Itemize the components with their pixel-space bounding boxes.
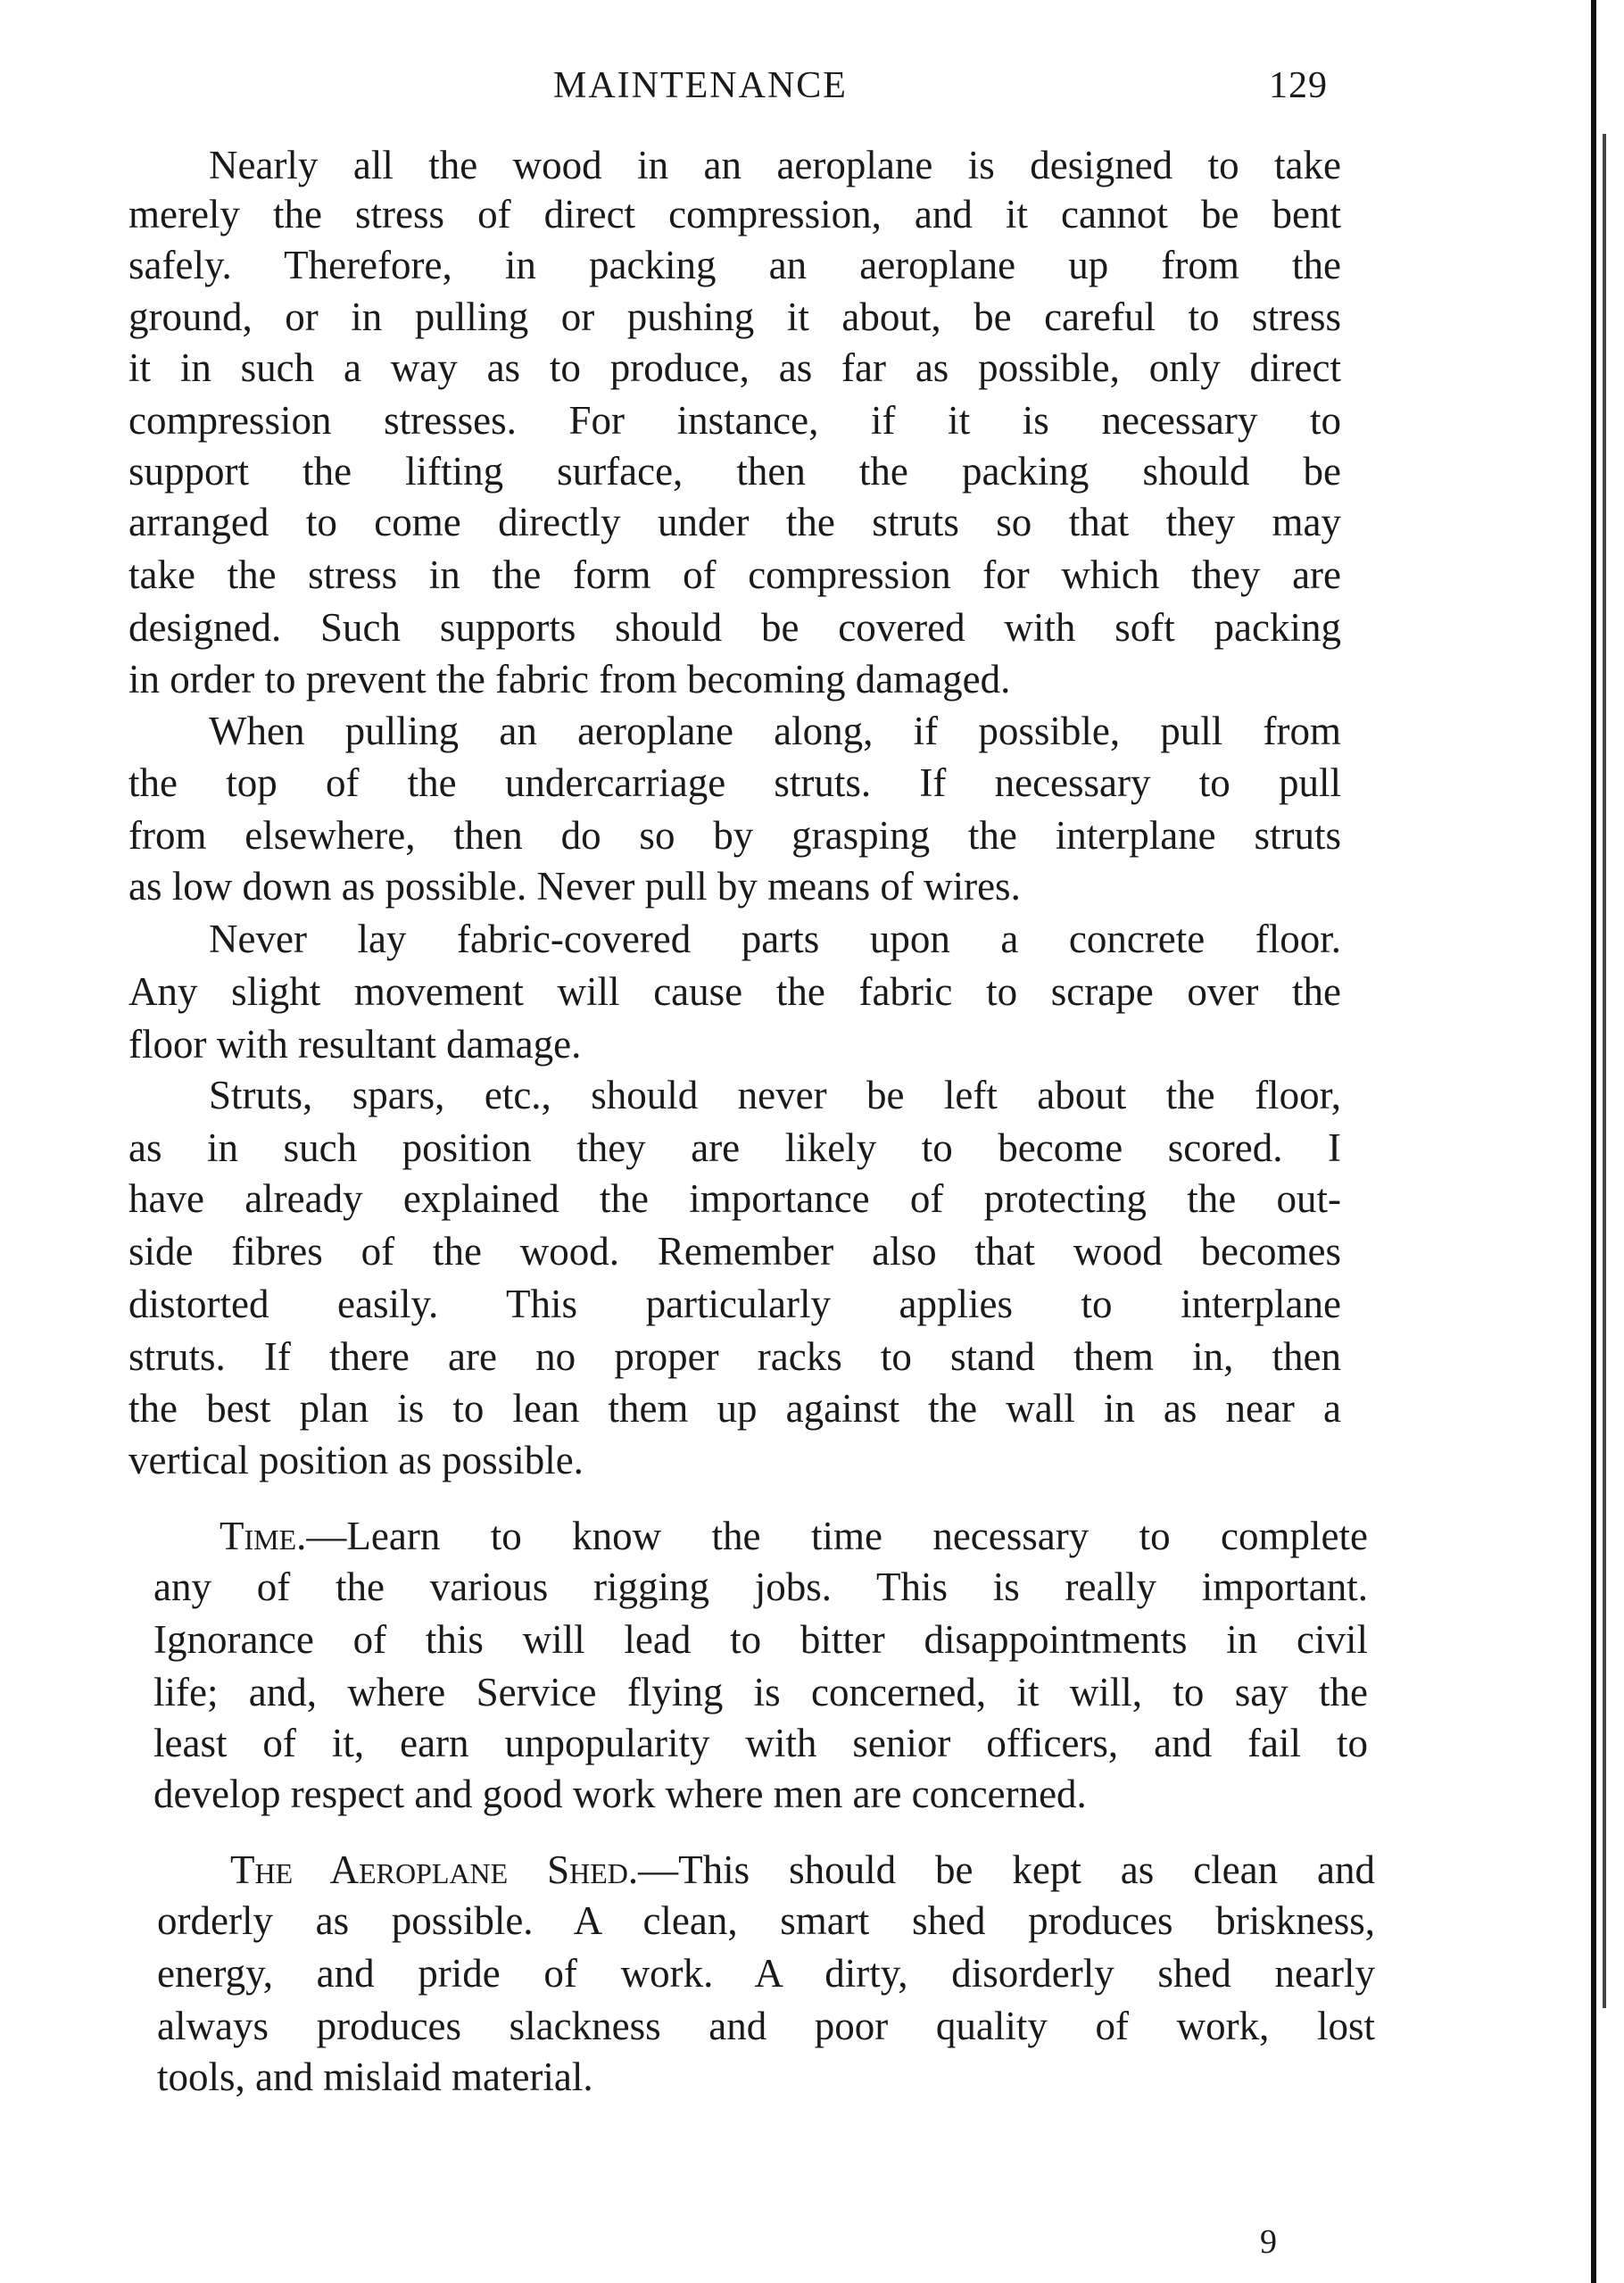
line-text: it in such a way as to produce, as far as possible, only direct: [128, 345, 1341, 390]
text-line: [157, 1947, 1375, 1999]
line-text: orderly as possible. A clean, smart shed produces briskness,: [157, 1898, 1375, 1943]
running-head: MAINTENANCE: [553, 65, 848, 106]
text-line: [157, 2051, 1375, 2103]
page-edge-shadow: [1603, 134, 1606, 2008]
text-line: [128, 1173, 1341, 1225]
text-line: [153, 1717, 1368, 1769]
line-text: as low down as possible. Never pull by means of wires.: [128, 864, 1021, 909]
text-line: [157, 1895, 1375, 1947]
line-text: tools, and mislaid material.: [157, 2055, 593, 2099]
line-text: any of the various rigging jobs. This is really important.: [153, 1565, 1368, 1609]
text-line: [209, 1069, 1341, 1121]
line-text: vertical position as possible.: [128, 1438, 584, 1482]
text-line: [128, 757, 1341, 809]
text-line: [153, 1614, 1368, 1665]
text-line: [128, 342, 1341, 394]
line-text: —Learn to know the time necessary to complete: [306, 1514, 1368, 1558]
text-line: [128, 239, 1341, 291]
text-line: [128, 291, 1341, 343]
text-line: [128, 1278, 1341, 1330]
text-line: [128, 394, 1341, 446]
line-text: compression stresses. For instance, if it is necessary to: [128, 398, 1341, 443]
line-text: in order to prevent the fabric from becoming damaged.: [128, 657, 1011, 702]
line-text: When pulling an aeroplane along, if possible, pull from: [209, 709, 1341, 753]
line-text: arranged to come directly under the struts so that they may: [128, 500, 1341, 544]
line-text: develop respect and good work where men are concerned.: [153, 1772, 1087, 1816]
text-line: [153, 1561, 1368, 1613]
text-line: [128, 602, 1341, 653]
line-text: least of it, earn unpopularity with senior officers, and fail to: [153, 1721, 1368, 1765]
line-text: ground, or in pulling or pushing it about, be careful to stress: [128, 295, 1341, 339]
line-text: floor with resultant damage.: [128, 1022, 582, 1067]
text-line: [128, 966, 1341, 1017]
text-line: [153, 1666, 1368, 1718]
page-edge-shadow: [1591, 0, 1596, 2283]
text-line: [128, 1225, 1341, 1277]
line-text: have already explained the importance of protecting the out-: [128, 1176, 1341, 1221]
text-line: [128, 1434, 1341, 1486]
line-text: struts. If there are no proper racks to stand them in, then: [128, 1334, 1341, 1379]
line-text: —This should be kept as clean and: [638, 1847, 1375, 1892]
line-text: always produces slackness and poor quality of work, lost: [157, 2004, 1375, 2048]
text-line: [128, 188, 1341, 240]
text-line: [128, 809, 1341, 861]
text-line: [128, 1122, 1341, 1174]
page-number: 129: [1269, 65, 1328, 106]
section-lead: Time.: [220, 1514, 307, 1558]
line-text: Struts, spars, etc., should never be left about the floor,: [209, 1073, 1341, 1117]
line-text: the top of the undercarriage struts. If necessary to pull: [128, 760, 1341, 805]
line-text: the best plan is to lean them up against the wall in as near a: [128, 1386, 1341, 1431]
text-line: [220, 1510, 1368, 1562]
line-text: as in such position they are likely to become scored. I: [128, 1125, 1341, 1170]
text-line: [209, 705, 1341, 757]
line-text: from elsewhere, then do so by grasping the interplane struts: [128, 813, 1341, 858]
text-line: [128, 1382, 1341, 1434]
text-line: [230, 1844, 1375, 1896]
line-text: life; and, where Service flying is concerned, it will, to say the: [153, 1670, 1368, 1714]
line-text: Ignorance of this will lead to bitter disappointments in civil: [153, 1617, 1368, 1662]
section-lead: The Aeroplane Shed.: [230, 1847, 639, 1892]
text-line: [128, 496, 1341, 548]
line-text: distorted easily. This particularly applies to interplane: [128, 1282, 1341, 1326]
line-text: support the lifting surface, then the packing should be: [128, 449, 1341, 494]
text-line: [128, 549, 1341, 601]
text-line: [128, 1018, 1341, 1070]
line-text: safely. Therefore, in packing an aeroplane up from the: [128, 243, 1341, 287]
line-text: side fibres of the wood. Remember also that wood becomes: [128, 1229, 1341, 1274]
text-line: [153, 1768, 1368, 1820]
line-text: Nearly all the wood in an aeroplane is designed to take: [209, 143, 1341, 187]
text-line: [209, 913, 1341, 965]
line-text: take the stress in the form of compression for which they are: [128, 552, 1341, 597]
text-line: [157, 2000, 1375, 2052]
line-text: designed. Such supports should be covered with soft packing: [128, 605, 1341, 650]
line-text: Any slight movement will cause the fabric to scrape over the: [128, 969, 1341, 1014]
text-line: [128, 445, 1341, 497]
line-text: energy, and pride of work. A dirty, disorderly shed nearly: [157, 1951, 1375, 1996]
text-line: [209, 139, 1341, 191]
text-line: [128, 1331, 1341, 1382]
text-line: [128, 860, 1341, 912]
text-line: [128, 653, 1341, 705]
line-text: Never lay fabric-covered parts upon a concrete floor.: [209, 917, 1341, 961]
signature-mark: 9: [1260, 2223, 1277, 2261]
line-text: merely the stress of direct compression, and it cannot be bent: [128, 192, 1341, 237]
